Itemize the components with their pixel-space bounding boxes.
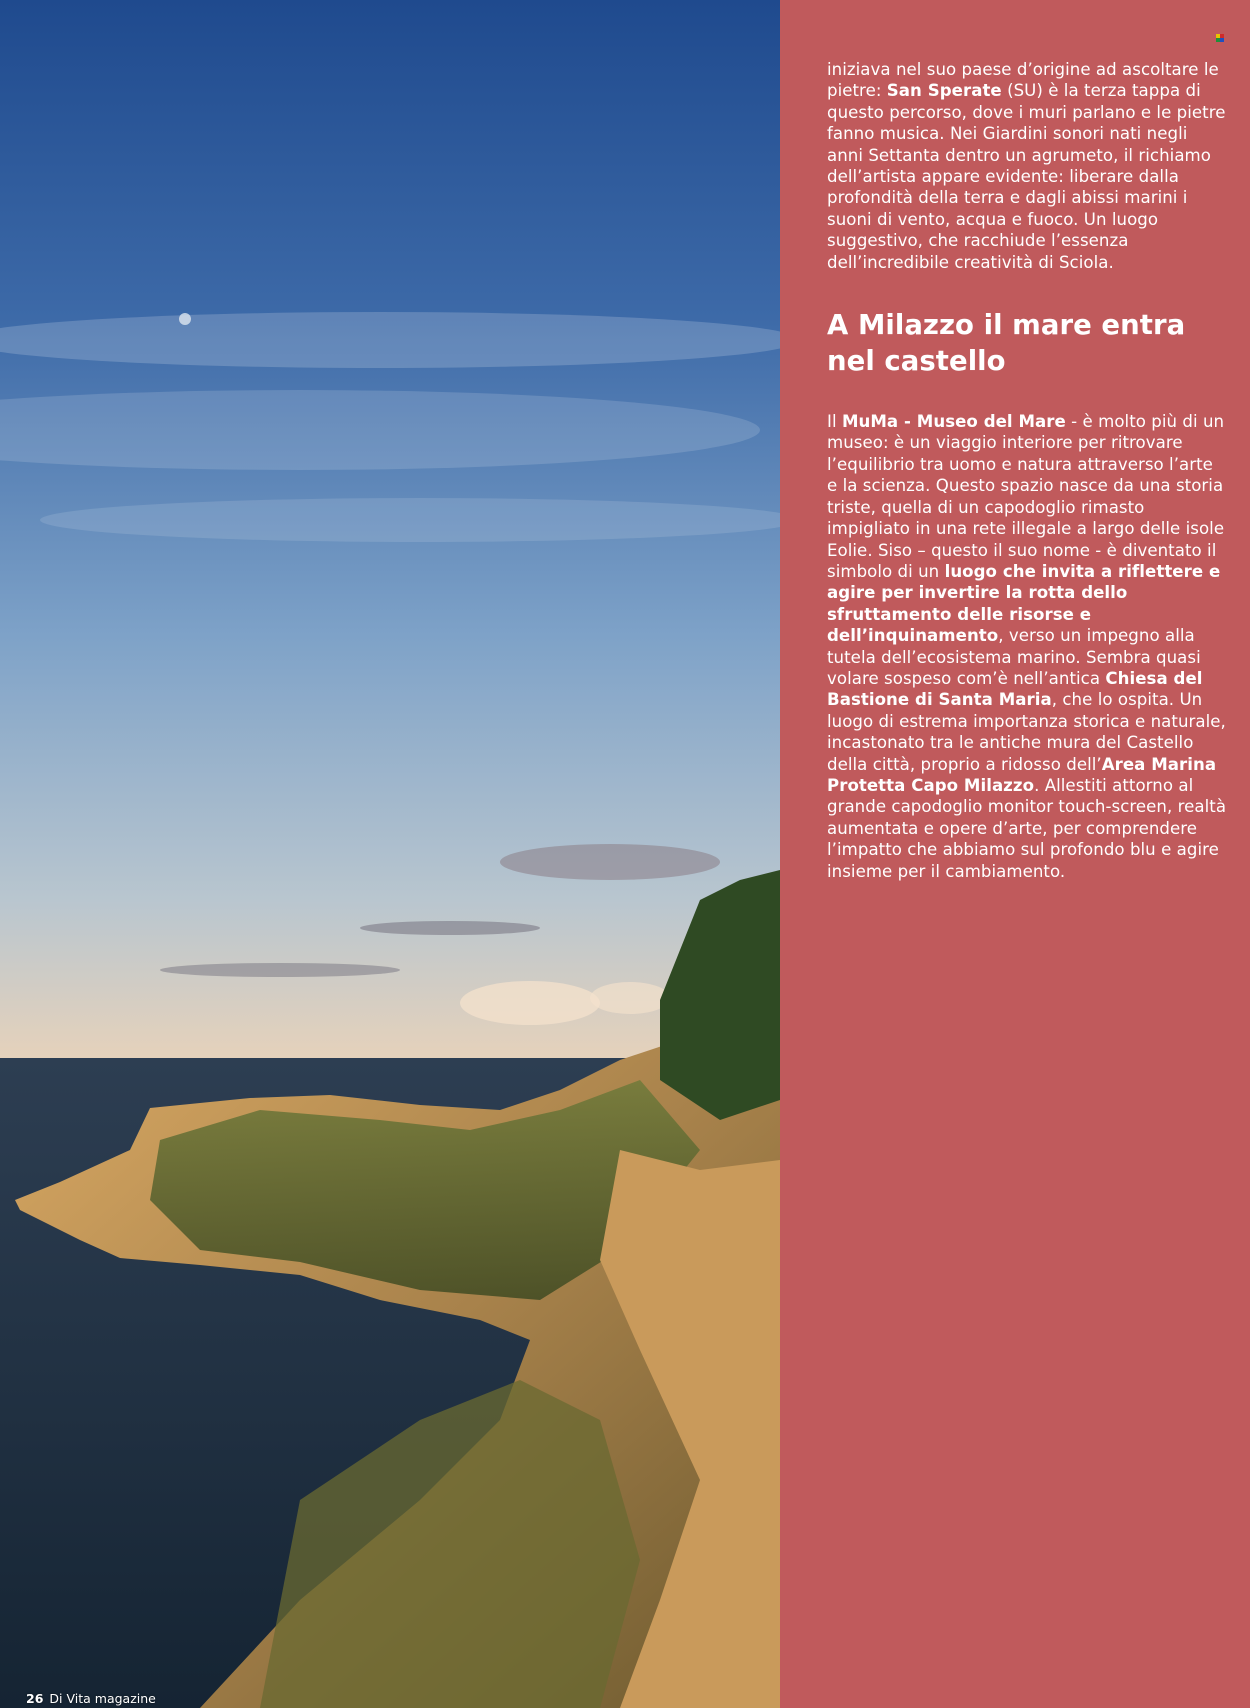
bold-text-run: San Sperate	[886, 81, 1002, 101]
page-footer	[26, 1692, 156, 1706]
text-column	[827, 59, 1227, 882]
text-run: (SU) è la terza tappa di questo percorso, dove i muri parlano e le pietre fanno musica. Nei Giardini sonori nati negli anni Settanta dentro un agrumeto, il richiamo dell’artista appare evidente: liberare dalla profondità della terra e dagli abissi marini i suoni di vento, acqua e fuoco. Un luogo suggestivo, che racchiude l’essenza dell’incredibile creatività di Sciola.	[827, 81, 1226, 272]
text-panel	[780, 0, 1250, 1708]
magazine-name: Di Vita magazine	[49, 1691, 156, 1706]
text-run: - è molto più di un museo: è un viaggio interiore per ritrovare l’equilibrio tra uomo e natura attraverso l’arte e la scienza. Questo spazio nasce da una storia triste, quella di un capodoglio rimasto impigliato in una rete illegale a largo delle isole Eolie. Siso – questo il suo nome - è diventato il simbolo di un	[827, 412, 1225, 581]
section-heading: A Milazzo il mare entra nel castello	[827, 309, 1186, 378]
text-run: iniziava nel suo paese d’origine ad ascoltare le pietre:	[827, 60, 1219, 101]
page-number: 26	[26, 1691, 44, 1706]
bold-text-run: MuMa - Museo del Mare	[841, 412, 1066, 432]
text-run: . Allestiti attorno al grande capodoglio monitor touch-screen, realtà aumentata e opere d’arte, per comprendere l’impatto che abbiamo sul profondo blu e agire insieme per il cambiamento.	[827, 775, 1227, 881]
body-paragraph	[827, 411, 1227, 882]
text-run: , che lo ospita. Un luogo di estrema importanza storica e naturale, incastonato tra le antiche mura del Castello della città, proprio a ridosso dell’	[827, 690, 1226, 774]
bold-text-run: Chiesa del Bastione di Santa Maria	[827, 668, 1203, 710]
bold-text-run: Area Marina Protetta Capo Milazzo	[827, 754, 1217, 795]
bold-text-run: luogo che invita a riflettere e agire per invertire la rotta dello sfruttamento delle risorse e dell’inquinamento	[827, 561, 1221, 646]
intro-paragraph	[827, 59, 1227, 273]
color-registration-icon	[1216, 34, 1224, 42]
text-run: Il	[827, 412, 842, 432]
text-run: , verso un impegno alla tutela dell’ecosistema marino. Sembra quasi volare sospeso com’è nell’antica	[827, 626, 1201, 688]
